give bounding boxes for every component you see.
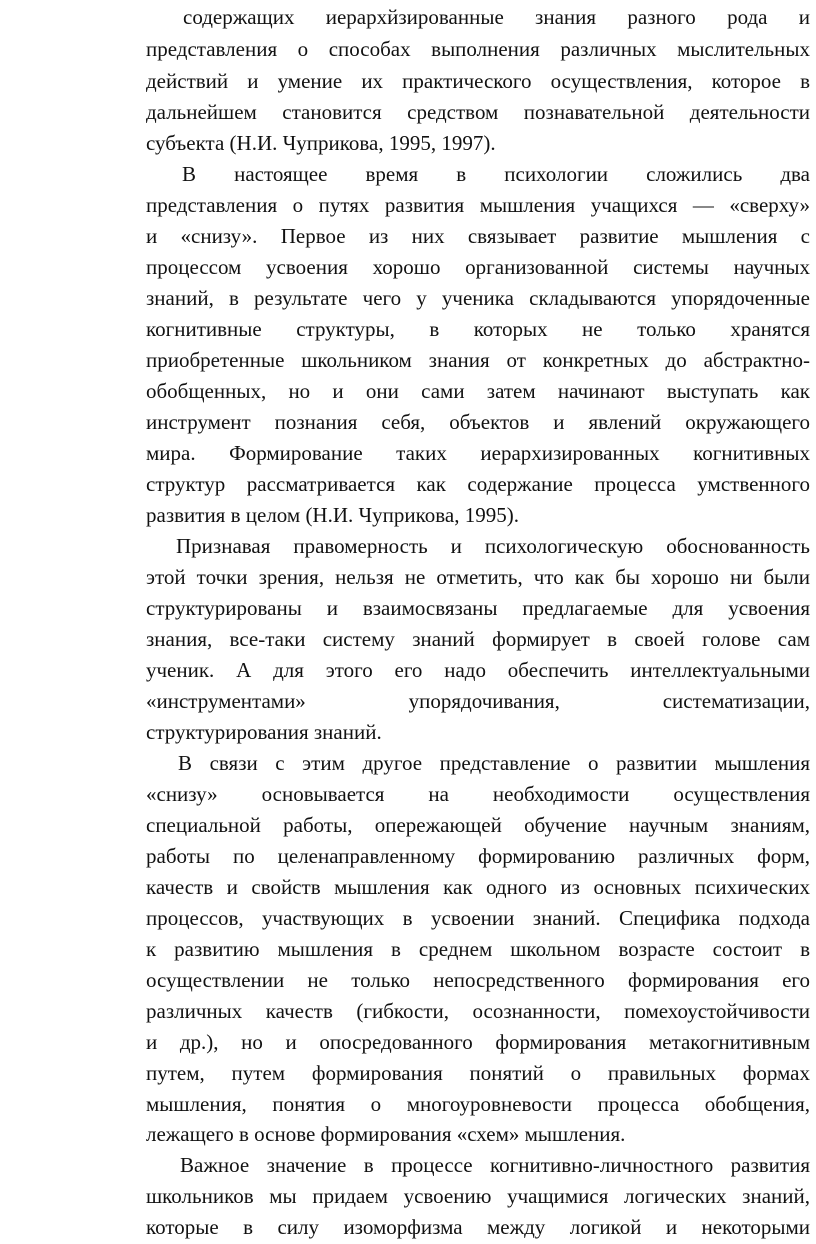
- text-line: ученик. А для этого его надо обеспечить интеллектуальными: [146, 658, 810, 682]
- text-line: Важное значение в процессе когнитивно-личностного развития: [180, 1153, 810, 1177]
- text-line: лежащего в основе формирования «схем» мышления.: [146, 1122, 626, 1146]
- text-line: структурирования знаний.: [146, 720, 382, 744]
- text-line: знания, все-таки систему знаний формирует в своей голове сам: [146, 627, 810, 651]
- text-line: путем, путем формирования понятий о правильных формах: [146, 1061, 810, 1085]
- text-line: осуществлении не только непосредственного формирования его: [146, 968, 810, 992]
- text-line: когнитивные структуры, в которых не только хранятся: [146, 317, 810, 341]
- text-line: мира. Формирование таких иерархизированных когнитивных: [146, 441, 810, 465]
- text-line: процессов, участвующих в усвоении знаний. Специфика подхода: [146, 906, 810, 930]
- text-line: качеств и свойств мышления как одного из основных психических: [146, 875, 810, 899]
- text-line: знаний, в результате чего у ученика складываются упорядоченные: [146, 286, 810, 310]
- text-line: работы по целенаправленному формированию различных форм,: [146, 844, 810, 868]
- text-line: действий и умение их практического осуществления, которое в: [146, 69, 810, 93]
- text-line: которые в силу изоморфизма между логикой и некоторыми: [146, 1215, 810, 1239]
- text-line: к развитию мышления в среднем школьном возрасте состоит в: [146, 937, 810, 961]
- text-line: различных качеств (гибкости, осознанности, помехоустойчивости: [146, 999, 810, 1023]
- text-line: обобщенных, но и они сами затем начинают выступать как: [146, 379, 810, 403]
- text-line: структурированы и взаимосвязаны предлагаемые для усвоения: [146, 596, 810, 620]
- text-line: школьников мы придаем усвоению учащимися логических знаний,: [146, 1184, 810, 1208]
- text-line: дальнейшем становится средством познавательной деятельности: [146, 100, 810, 124]
- text-line: и др.), но и опосредованного формирования метакогнитивным: [146, 1030, 810, 1054]
- text-line: инструмент познания себя, объектов и явлений окружающего: [146, 410, 810, 434]
- text-line: мышления, понятия о многоуровневости процесса обобщения,: [146, 1092, 810, 1116]
- text-line: представления о путях развития мышления учащихся — «сверху»: [146, 193, 810, 217]
- text-line: специальной работы, опережающей обучение научным знаниям,: [146, 813, 810, 837]
- text-line: «инструментами» упорядочивания, систематизации,: [146, 689, 810, 713]
- text-line: развития в целом (Н.И. Чуприкова, 1995).: [146, 503, 519, 527]
- text-line: содержащих иерархйзированные знания разного рода и: [183, 5, 810, 29]
- text-line: приобретенные школьником знания от конкретных до абстрактно-: [146, 348, 810, 372]
- text-line: Признавая правомерность и психологическую обоснованность: [176, 534, 810, 558]
- text-line: субъекта (Н.И. Чуприкова, 1995, 1997).: [146, 131, 496, 155]
- text-line: В связи с этим другое представление о развитии мышления: [178, 751, 810, 775]
- text-line: «снизу» основывается на необходимости осуществления: [146, 782, 810, 806]
- text-line: этой точки зрения, нельзя не отметить, что как бы хорошо ни были: [146, 565, 810, 589]
- text-line: структур рассматривается как содержание процесса умственного: [146, 472, 810, 496]
- text-line: В настоящее время в психологии сложились два: [182, 162, 810, 186]
- text-line: процессом усвоения хорошо организованной системы научных: [146, 255, 810, 279]
- text-line: представления о способах выполнения различных мыслительных: [146, 37, 810, 61]
- text-line: и «снизу». Первое из них связывает развитие мышления с: [146, 224, 810, 248]
